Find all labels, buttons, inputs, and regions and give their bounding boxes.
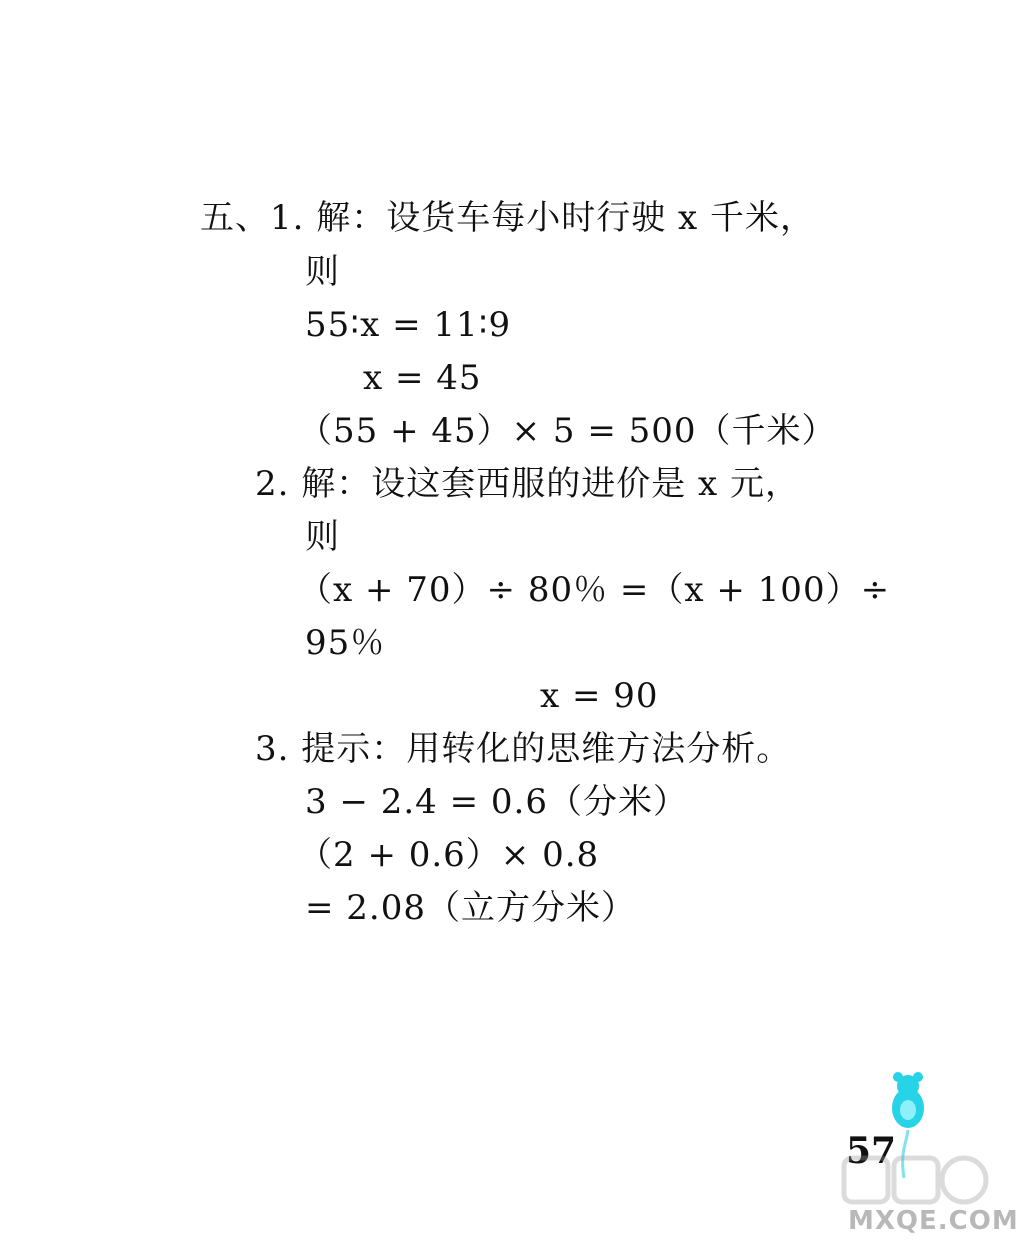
problem-1-then: 则 — [305, 252, 340, 292]
problem-3-answer: = 2.08（立方分米） — [305, 888, 636, 928]
problem-3-step-1: 3 − 2.4 = 0.6（分米） — [305, 782, 688, 822]
problem-2-heading: 2. 解：设这套西服的进价是 x 元， — [255, 464, 801, 504]
watermark-url: MXQE.COM — [848, 1206, 1019, 1236]
problem-3-heading: 3. 提示：用转化的思维方法分析。 — [255, 729, 792, 769]
page-number: 57 — [846, 1130, 897, 1172]
problem-2-equation-cont: 95％ — [305, 623, 386, 663]
problem-1-heading: 五、1. 解：设货车每小时行驶 x 千米， — [200, 198, 816, 238]
problem-1-solution: x = 45 — [363, 358, 482, 398]
problem-1-equation: 55∶x = 11∶9 — [305, 305, 512, 345]
problem-3-step-2: （2 + 0.6）× 0.8 — [298, 835, 600, 875]
problem-2-solution: x = 90 — [540, 676, 659, 716]
problem-2-then: 则 — [305, 517, 340, 557]
problem-2-equation: （x + 70）÷ 80％ =（x + 100）÷ — [298, 570, 891, 610]
problem-1-answer: （55 + 45）× 5 = 500（千米） — [298, 411, 837, 451]
watermark-logo — [842, 1152, 992, 1212]
